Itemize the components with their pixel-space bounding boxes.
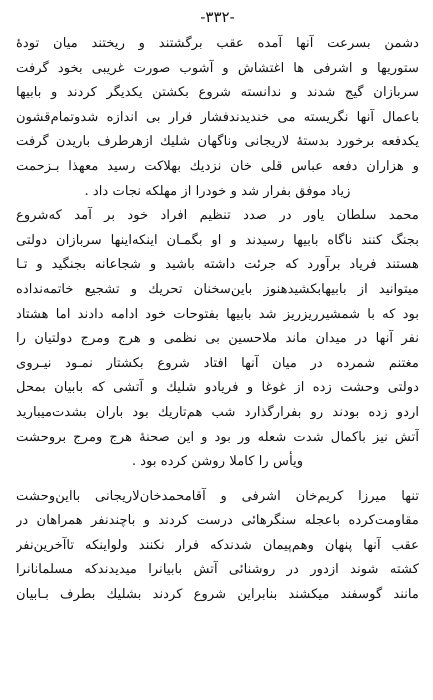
text-body	[16, 32, 419, 608]
text-line: نفر آنها در میدان ماند ملاحسین بی نظمی و هرج ومرج دولتیان را	[16, 331, 419, 347]
text-line: بجنگ کنند ناگاه بابیها رسیدند و او بگمـان اینکه‌اینها سربازان دولتی	[16, 232, 419, 248]
paragraph-gap	[16, 475, 419, 485]
text-line: میتوانید از بابیهابکشید‌هنوز باین‌سخنان تحریك و تشجیع خاتمه‌نداده	[16, 281, 419, 297]
text-line: کشته شوند ازدور در روشنائی آتش بابیانرا میدیدندکه مسلمانانرا	[16, 562, 419, 578]
page-number: -۳۳۲-	[200, 8, 235, 26]
text-line: آتش نیز باکمال شدت شعله ور بود و این صحنهٔ هرج ومرج بروحشت	[16, 429, 419, 445]
text-line: بود که با شمشیرریزریز شد بابیها بفتوحات خود ادامه دادند اما هشتاد	[16, 306, 419, 322]
paragraph	[16, 32, 419, 204]
text-line: هستند فریاد برآورد که جرئت داشته باشید و شجاعانه بجنگید و تـا	[16, 257, 419, 273]
text-line: دشمن بسرعت آنها آمده عقب برگشتند و ریختند میان تودهٔ	[16, 36, 419, 51]
paragraph	[16, 485, 419, 608]
text-line: سربازان گیج شدند و ندانسته شروع بکشتن یکدیگر کردند و بابیها	[16, 85, 419, 101]
text-line: مغتنم شمرده در میان آنها افتاد شروع بکشتار نمـود نیـروی	[16, 355, 419, 371]
text-line: یکدفعه برخورد بدستهٔ لاریجانی وناگهان شلیك ازهرطرف باریدن گرفت	[16, 134, 419, 150]
text-line: دولتی وحشت زده از غوغا و فریادو شلیك و آتشی که بابیان بمحل	[16, 380, 419, 396]
text-line: باعمال آنها نگریسته می خندیدندفشار فرار بی اندازه شدوتمام‌قشون	[16, 109, 419, 125]
text-line: زیاد موفق بفرار شد و خودرا از مهلکه نجات داد .	[84, 183, 351, 199]
text-line: مقاومت‌کرده باعجله سنگرهائی درست کردند و باچندنفر همراهان در	[16, 513, 419, 529]
text-line: تنها میرزا کریم‌خان اشرفی و آقامحمدخان‌لاریجانی بااین‌وحشت	[16, 488, 419, 504]
text-line: ستوریها و اشرفی ها اغتشاش و آشوب صورت غریبی بخود گرفت	[16, 60, 419, 76]
text-line: مانند گوسفند میکشند بنابراین شروع کردند بشلیك بطرف بـابیان	[16, 587, 419, 603]
paragraph	[16, 204, 419, 475]
text-line: اردو زده بودند رو بفرارگذارد شب هم‌تاریك بود باران بشدت‌میبارید	[16, 404, 419, 420]
text-line: و هزاران دفعه عباس قلی خان نزدیك بهلاکت رسید معهذا بـزحمت	[16, 158, 419, 174]
text-line: عقب آنها پنهان وهم‌پیمان شدندکه فرار نکنند ولواینکه تاآخرین‌نفر	[16, 537, 419, 553]
text-line: ویأس را کاملا روشن کرده بود .	[131, 454, 304, 470]
text-line: محمد سلطان یاور در صدد تنظیم افراد خود بر آمد که‌شروع	[16, 208, 419, 224]
